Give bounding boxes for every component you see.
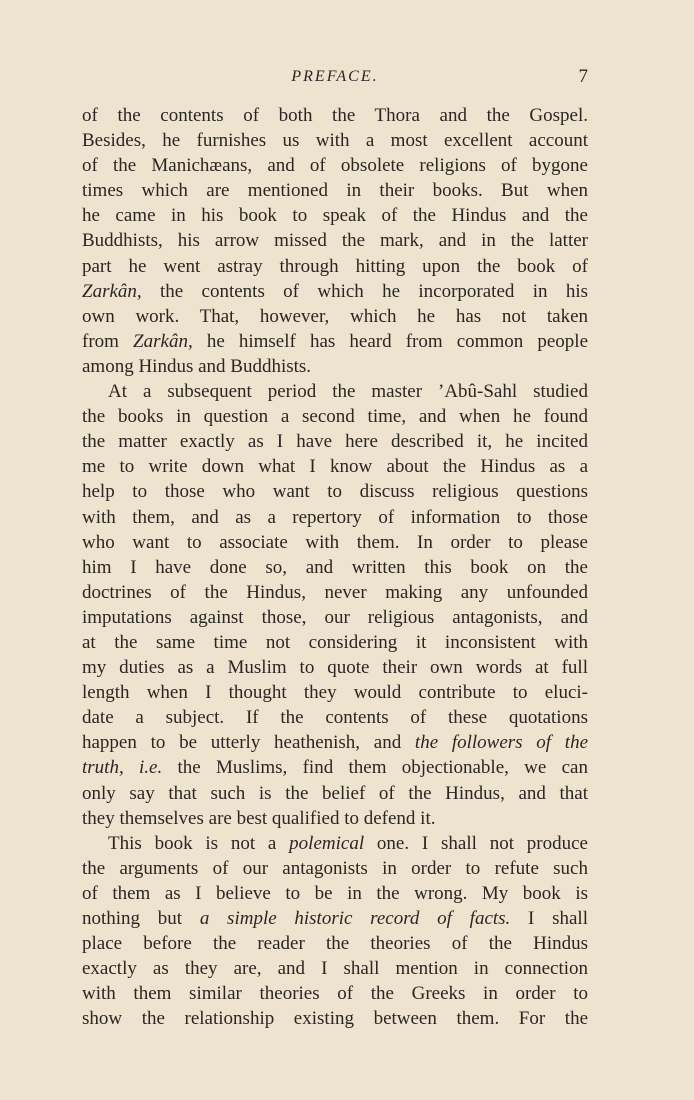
text-span: nothing but xyxy=(82,908,200,929)
text-span: me to write down what I know about the Hindus as a xyxy=(82,456,588,478)
text-span: they themselves are best qualified to defend it. xyxy=(82,807,436,829)
text-line xyxy=(82,354,588,379)
text-span: Buddhists, his arrow missed the mark, and in the latter xyxy=(82,230,588,252)
text-line xyxy=(82,203,588,228)
text-span: doctrines of the Hindus, never making any unfounded xyxy=(82,581,588,603)
text-span: part he went astray through hitting upon the book of xyxy=(82,255,588,277)
text-span: he came in his book to speak of the Hindus and the xyxy=(82,205,588,227)
text-span: happen to be utterly heathenish, and xyxy=(82,732,415,754)
text-span: This book is not a xyxy=(108,832,290,854)
text-line xyxy=(82,906,588,931)
text-line xyxy=(82,555,588,580)
text-line xyxy=(82,505,588,530)
text-line xyxy=(82,178,588,203)
text-line xyxy=(82,705,588,730)
text-span: my duties as a Muslim to quote their own words at full xyxy=(82,657,588,679)
text-line xyxy=(82,279,588,304)
text-line xyxy=(82,755,588,780)
text-span: only say that such is the belief of the Hindus, and that xyxy=(82,782,588,804)
italic-text: the followers of the xyxy=(414,732,588,754)
text-line xyxy=(82,605,588,630)
text-line xyxy=(82,580,588,605)
italic-text: Zarkân, xyxy=(133,330,193,352)
text-line xyxy=(82,479,588,504)
text-line xyxy=(82,128,588,153)
text-span: with them similar theories of the Greeks in order to xyxy=(82,983,588,1005)
page-number: 7 xyxy=(578,66,588,87)
text-span: I shall xyxy=(510,908,588,929)
text-span: date a subject. If the contents of these quotations xyxy=(82,707,588,729)
text-span: Besides, he furnishes us with a most excellent account xyxy=(82,130,588,152)
text-line xyxy=(82,379,588,404)
text-line xyxy=(82,103,588,128)
text-span: imputations against those, our religious antagonists, and xyxy=(82,606,588,628)
text-line xyxy=(82,730,588,755)
text-span: he himself has heard from common people xyxy=(192,330,588,352)
text-line xyxy=(82,429,588,454)
text-line xyxy=(82,530,588,555)
text-span: at the same time not considering it inconsistent with xyxy=(82,631,588,653)
text-span: the arguments of our antagonists in order to refute such xyxy=(82,857,588,879)
text-span: of the contents of both the Thora and the Gospel. xyxy=(82,105,588,126)
running-title: PREFACE. xyxy=(291,68,379,85)
text-span: place before the reader the theories of the Hindus xyxy=(82,933,588,955)
text-line xyxy=(82,329,588,354)
text-line xyxy=(82,404,588,429)
text-span: show the relationship existing between them. For the xyxy=(82,1008,588,1030)
text-span: who want to associate with them. In order to please xyxy=(82,531,588,553)
italic-text: polemical xyxy=(289,832,365,854)
text-span: exactly as they are, and I shall mention in connection xyxy=(82,958,588,980)
text-span: among Hindus and Buddhists. xyxy=(82,355,312,377)
text-line xyxy=(82,1006,588,1031)
text-line xyxy=(82,153,588,178)
text-span: from xyxy=(82,330,134,352)
italic-text: truth, i.e. xyxy=(82,757,163,779)
text-line xyxy=(82,304,588,329)
text-line xyxy=(82,856,588,881)
text-line xyxy=(82,655,588,680)
text-span: the contents of which he incorporated in his xyxy=(141,280,588,302)
text-line xyxy=(82,454,588,479)
text-line xyxy=(82,806,588,831)
text-span: help to those who want to discuss religious questions xyxy=(82,481,588,503)
body-text xyxy=(82,103,588,1031)
text-line xyxy=(82,228,588,253)
text-line xyxy=(82,956,588,981)
text-span: the Muslims, find them objectionable, we can xyxy=(162,757,588,779)
text-span: the matter exactly as I have here described it, he incited xyxy=(82,431,588,453)
text-span: length when I thought they would contribute to eluci- xyxy=(82,682,588,704)
text-line xyxy=(82,981,588,1006)
text-span: the books in question a second time, and when he found xyxy=(82,406,588,428)
text-span: At a subsequent period the master ’Abû-Sahl studied xyxy=(108,381,588,403)
page-header xyxy=(82,66,588,90)
text-span: of them as I believe to be in the wrong. My book is xyxy=(82,882,588,904)
text-line xyxy=(82,630,588,655)
text-line xyxy=(82,781,588,806)
text-span: with them, and as a repertory of information to those xyxy=(82,506,588,528)
italic-text: Zarkân, xyxy=(82,280,142,302)
text-line xyxy=(82,254,588,279)
text-span: times which are mentioned in their books. But when xyxy=(82,180,588,202)
text-span: own work. That, however, which he has not taken xyxy=(82,305,588,327)
text-line xyxy=(82,831,588,856)
text-line xyxy=(82,881,588,906)
text-span: of the Manichæans, and of obsolete religions of bygone xyxy=(82,155,588,177)
text-line xyxy=(82,931,588,956)
italic-text: a simple historic record of facts. xyxy=(199,908,511,929)
text-span: him I have done so, and written this book on the xyxy=(82,556,588,578)
text-line xyxy=(82,680,588,705)
text-span: one. I shall not produce xyxy=(364,832,588,854)
